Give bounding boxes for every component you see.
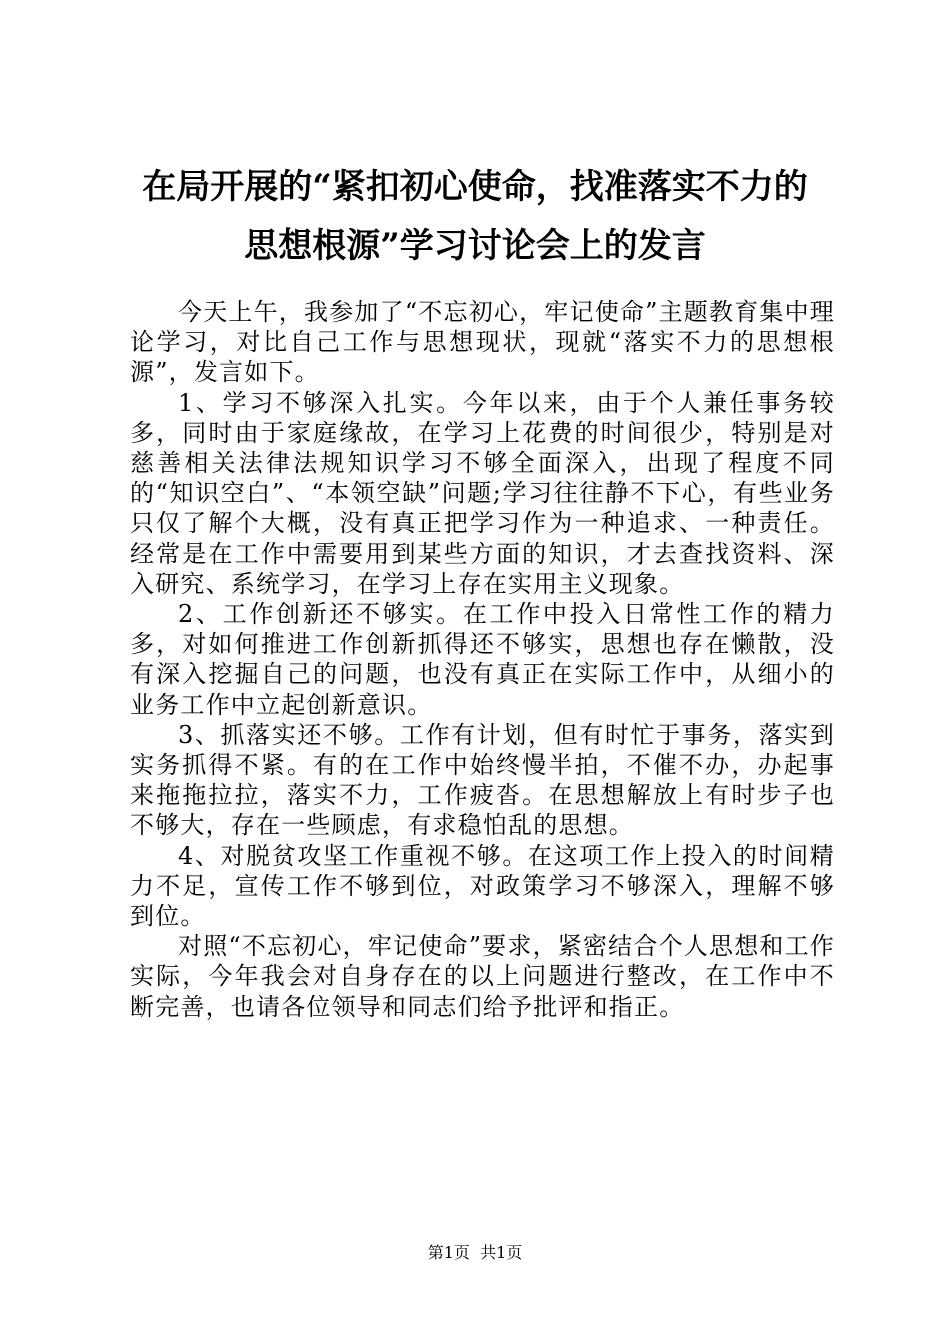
document-body (130, 297, 835, 1022)
paragraph-point-3: 3、抓落实还不够。工作有计划，但有时忙于事务，落实到实务抓得不紧。有的在工作中始终慢半拍，不催不办，办起事来拖拖拉拉，落实不力，工作疲沓。在思想解放上有时步子也不够大，存在一些顾虑，有求稳怕乱的思想。 (130, 720, 835, 840)
paragraph-point-2: 2、工作创新还不够实。在工作中投入日常性工作的精力多，对如何推进工作创新抓得还不够实，思想也存在懒散，没有深入挖掘自己的问题，也没有真正在实际工作中，从细小的业务工作中立起创新意识。 (130, 600, 835, 719)
title-line-2: 思想根源”学习讨论会上的发言 (244, 226, 706, 266)
title-line-1: 在局开展的“紧扣初心使命，找准落实不力的 (142, 167, 808, 207)
page-number-label: 第1页 共1页 (427, 1243, 523, 1262)
paragraph-point-1: 1、学习不够深入扎实。今年以来，由于个人兼任事务较多，同时由于家庭缘故，在学习上花费的时间很少，特别是对慈善相关法律法规知识学习不够全面深入，出现了程度不同的“知识空白”、“本领空缺”问题;学习往往静不下心，有些业务只仅了解个大概，没有真正把学习作为一种追求、一种责任。经常是在工作中需要用到某些方面的知识，才去查找资料、深入研究、系统学习，在学习上存在实用主义现象。 (130, 388, 835, 598)
paragraph-conclusion: 对照“不忘初心，牢记使命”要求，紧密结合个人思想和工作实际，今年我会对自身存在的以上问题进行整改，在工作中不断完善，也请各位领导和同志们给予批评和指正。 (130, 932, 835, 1021)
document-title (110, 158, 840, 276)
paragraph-point-4: 4、对脱贫攻坚工作重视不够。在这项工作上投入的时间精力不足，宣传工作不够到位，对政策学习不够深入，理解不够到位。 (130, 841, 835, 931)
page-footer (0, 1243, 950, 1263)
paragraph-intro: 今天上午，我参加了“不忘初心，牢记使命”主题教育集中理论学习，对比自己工作与思想现状，现就“落实不力的思想根源”，发言如下。 (130, 298, 835, 387)
